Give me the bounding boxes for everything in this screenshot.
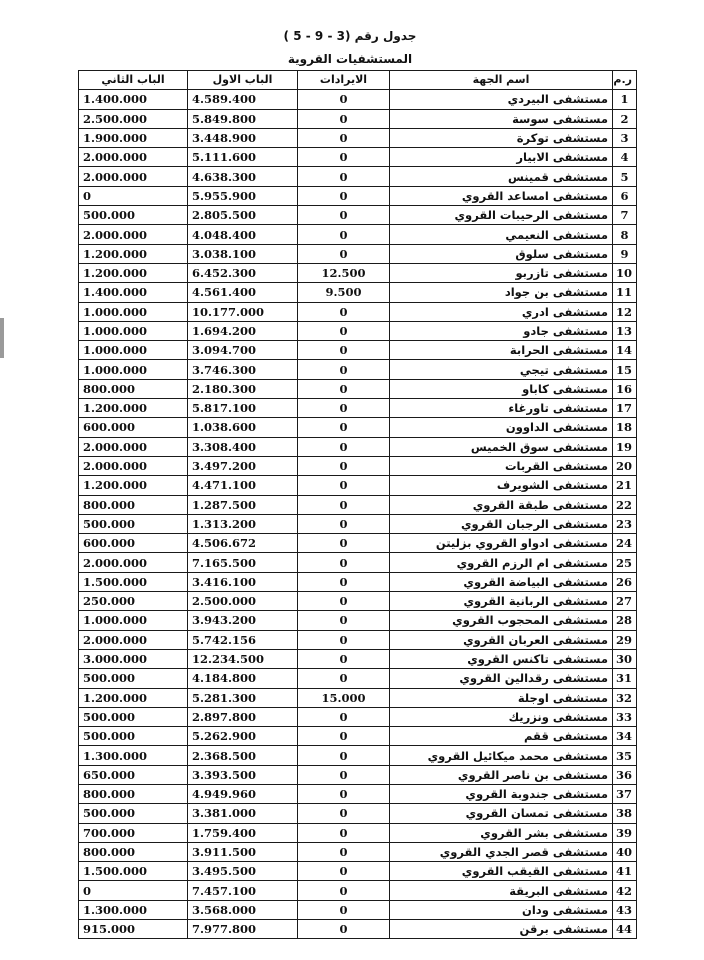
header-revenue: الايرادات: [298, 71, 390, 90]
chapter2-value: 500.000: [79, 727, 188, 746]
revenue-value: 0: [298, 302, 390, 321]
chapter2-value: 800.000: [79, 379, 188, 398]
row-number: 1: [613, 90, 637, 109]
chapter2-value: 800.000: [79, 784, 188, 803]
chapter1-value: 1.287.500: [188, 495, 298, 514]
chapter1-value: 5.742.156: [188, 630, 298, 649]
revenue-value: 0: [298, 707, 390, 726]
chapter2-value: 2.000.000: [79, 167, 188, 186]
table-row: [79, 148, 637, 167]
hospital-name: مستشفى ادري: [390, 302, 613, 321]
chapter1-value: 5.955.900: [188, 186, 298, 205]
row-number: 4: [613, 148, 637, 167]
chapter2-value: 2.000.000: [79, 148, 188, 167]
chapter1-value: 6.452.300: [188, 263, 298, 282]
chapter1-value: 2.180.300: [188, 379, 298, 398]
chapter1-value: 3.568.000: [188, 900, 298, 919]
table-row: [79, 707, 637, 726]
hospital-name: مستشفى بشر القروي: [390, 823, 613, 842]
chapter2-value: 0: [79, 186, 188, 205]
chapter2-value: 1.500.000: [79, 572, 188, 591]
chapter1-value: 3.746.300: [188, 360, 298, 379]
chapter1-value: 7.977.800: [188, 920, 298, 939]
chapter2-value: 1.500.000: [79, 862, 188, 881]
table-row: [79, 784, 637, 803]
hospital-name: مستشفى البيردي: [390, 90, 613, 109]
row-number: 12: [613, 302, 637, 321]
header-chapter1: الباب الاول: [188, 71, 298, 90]
header-name: اسم الجهة: [390, 71, 613, 90]
hospital-name: مستشفى قصر الجدي القروي: [390, 842, 613, 861]
revenue-value: 0: [298, 495, 390, 514]
hospital-name: مستشفى ودان: [390, 900, 613, 919]
revenue-value: 0: [298, 244, 390, 263]
row-number: 15: [613, 360, 637, 379]
table-row: [79, 263, 637, 282]
table-row: [79, 630, 637, 649]
table-row: [79, 283, 637, 302]
chapter1-value: 5.849.800: [188, 109, 298, 128]
row-number: 11: [613, 283, 637, 302]
row-number: 21: [613, 476, 637, 495]
hospital-name: مستشفى تمسان القروي: [390, 804, 613, 823]
table-row: [79, 572, 637, 591]
chapter1-value: 3.497.200: [188, 456, 298, 475]
revenue-value: 0: [298, 109, 390, 128]
revenue-value: 0: [298, 128, 390, 147]
revenue-value: 0: [298, 804, 390, 823]
row-number: 31: [613, 669, 637, 688]
hospital-name: مستشفى جادو: [390, 321, 613, 340]
hospitals-table: [78, 70, 637, 939]
chapter1-value: 3.911.500: [188, 842, 298, 861]
table-row: [79, 804, 637, 823]
revenue-value: 9.500: [298, 283, 390, 302]
table-row: [79, 167, 637, 186]
hospital-name: مستشفى اوجلة: [390, 688, 613, 707]
revenue-value: 0: [298, 881, 390, 900]
table-row: [79, 592, 637, 611]
hospital-name: مستشفى القيقب القروي: [390, 862, 613, 881]
chapter2-value: 1.300.000: [79, 746, 188, 765]
chapter1-value: 5.111.600: [188, 148, 298, 167]
revenue-value: 0: [298, 784, 390, 803]
section-title: المستشفيات القروية: [287, 52, 413, 66]
row-number: 6: [613, 186, 637, 205]
chapter2-value: 915.000: [79, 920, 188, 939]
scan-edge-mark: [0, 318, 4, 358]
hospital-name: مستشفى الابيار: [390, 148, 613, 167]
chapter1-value: 3.308.400: [188, 437, 298, 456]
chapter2-value: 1.200.000: [79, 244, 188, 263]
revenue-value: 12.500: [298, 263, 390, 282]
chapter2-value: 1.000.000: [79, 611, 188, 630]
row-number: 16: [613, 379, 637, 398]
hospital-name: مستشفى برقن: [390, 920, 613, 939]
revenue-value: 0: [298, 186, 390, 205]
hospital-name: مستشفى الرجبان القروي: [390, 514, 613, 533]
table-row: [79, 553, 637, 572]
revenue-value: 0: [298, 765, 390, 784]
hospital-name: مستشفى النعيمي: [390, 225, 613, 244]
chapter1-value: 1.759.400: [188, 823, 298, 842]
table-row: [79, 437, 637, 456]
chapter1-value: 1.694.200: [188, 321, 298, 340]
table-row: [79, 688, 637, 707]
row-number: 22: [613, 495, 637, 514]
hospital-name: مستشفى امساعد القروي: [390, 186, 613, 205]
chapter2-value: 500.000: [79, 206, 188, 225]
row-number: 18: [613, 418, 637, 437]
table-row: [79, 862, 637, 881]
chapter1-value: 2.897.800: [188, 707, 298, 726]
revenue-value: 0: [298, 920, 390, 939]
table-row: [79, 128, 637, 147]
chapter2-value: 1.400.000: [79, 90, 188, 109]
hospital-name: مستشفى رقدالين القروي: [390, 669, 613, 688]
chapter2-value: 3.000.000: [79, 649, 188, 668]
row-number: 3: [613, 128, 637, 147]
chapter1-value: 2.500.000: [188, 592, 298, 611]
row-number: 20: [613, 456, 637, 475]
revenue-value: 0: [298, 379, 390, 398]
hospital-name: مستشفى سلوق: [390, 244, 613, 263]
revenue-value: 0: [298, 823, 390, 842]
row-number: 37: [613, 784, 637, 803]
row-number: 36: [613, 765, 637, 784]
chapter2-value: 1.000.000: [79, 360, 188, 379]
row-number: 41: [613, 862, 637, 881]
row-number: 34: [613, 727, 637, 746]
chapter1-value: 3.416.100: [188, 572, 298, 591]
hospital-name: مستشفى سوسة: [390, 109, 613, 128]
hospital-name: مستشفى بن ناصر القروي: [390, 765, 613, 784]
table-header-row: [79, 71, 637, 90]
revenue-value: 0: [298, 418, 390, 437]
revenue-value: 0: [298, 900, 390, 919]
table-row: [79, 476, 637, 495]
hospital-name: مستشفى ام الرزم القروي: [390, 553, 613, 572]
hospital-name: مستشفى ونزريك: [390, 707, 613, 726]
row-number: 32: [613, 688, 637, 707]
revenue-value: 0: [298, 553, 390, 572]
hospital-name: مستشفى جندوبة القروي: [390, 784, 613, 803]
revenue-value: 0: [298, 167, 390, 186]
chapter2-value: 1.000.000: [79, 302, 188, 321]
table-row: [79, 611, 637, 630]
chapter2-value: 2.000.000: [79, 225, 188, 244]
row-number: 28: [613, 611, 637, 630]
chapter1-value: 4.506.672: [188, 534, 298, 553]
table-row: [79, 206, 637, 225]
row-number: 2: [613, 109, 637, 128]
chapter1-value: 5.281.300: [188, 688, 298, 707]
hospital-name: مستشفى الرحيبات القروي: [390, 206, 613, 225]
table-row: [79, 379, 637, 398]
chapter1-value: 3.448.900: [188, 128, 298, 147]
chapter2-value: 2.000.000: [79, 437, 188, 456]
table-row: [79, 321, 637, 340]
chapter2-value: 2.000.000: [79, 553, 188, 572]
chapter2-value: 1.900.000: [79, 128, 188, 147]
chapter1-value: 4.589.400: [188, 90, 298, 109]
row-number: 33: [613, 707, 637, 726]
row-number: 43: [613, 900, 637, 919]
chapter1-value: 7.457.100: [188, 881, 298, 900]
header-num: ر.م: [613, 71, 637, 90]
chapter1-value: 2.805.500: [188, 206, 298, 225]
row-number: 23: [613, 514, 637, 533]
table-row: [79, 225, 637, 244]
chapter2-value: 0: [79, 881, 188, 900]
chapter2-value: 1.000.000: [79, 321, 188, 340]
row-number: 5: [613, 167, 637, 186]
row-number: 10: [613, 263, 637, 282]
chapter1-value: 3.495.500: [188, 862, 298, 881]
row-number: 35: [613, 746, 637, 765]
revenue-value: 15.000: [298, 688, 390, 707]
revenue-value: 0: [298, 630, 390, 649]
chapter2-value: 2.000.000: [79, 630, 188, 649]
chapter2-value: 500.000: [79, 804, 188, 823]
hospital-name: مستشفى طبقة القروي: [390, 495, 613, 514]
table-row: [79, 534, 637, 553]
revenue-value: 0: [298, 746, 390, 765]
row-number: 25: [613, 553, 637, 572]
chapter1-value: 3.381.000: [188, 804, 298, 823]
chapter1-value: 1.038.600: [188, 418, 298, 437]
hospital-name: مستشفى كاباو: [390, 379, 613, 398]
revenue-value: 0: [298, 611, 390, 630]
table-row: [79, 514, 637, 533]
chapter2-value: 500.000: [79, 669, 188, 688]
revenue-value: 0: [298, 669, 390, 688]
row-number: 17: [613, 399, 637, 418]
hospital-name: مستشفى الداوون: [390, 418, 613, 437]
chapter2-value: 800.000: [79, 842, 188, 861]
chapter2-value: 500.000: [79, 514, 188, 533]
table-row: [79, 746, 637, 765]
table-row: [79, 649, 637, 668]
revenue-value: 0: [298, 225, 390, 244]
table-row: [79, 900, 637, 919]
hospital-name: مستشفى الحرابة: [390, 341, 613, 360]
hospital-name: مستشفى الربانية القروي: [390, 592, 613, 611]
chapter2-value: 2.500.000: [79, 109, 188, 128]
table-row: [79, 302, 637, 321]
table-row: [79, 109, 637, 128]
chapter2-value: 1.200.000: [79, 688, 188, 707]
chapter1-value: 3.094.700: [188, 341, 298, 360]
row-number: 44: [613, 920, 637, 939]
row-number: 14: [613, 341, 637, 360]
chapter1-value: 10.177.000: [188, 302, 298, 321]
revenue-value: 0: [298, 148, 390, 167]
hospital-name: مستشفى الشويرف: [390, 476, 613, 495]
hospital-name: مستشفى القربات: [390, 456, 613, 475]
chapter1-value: 12.234.500: [188, 649, 298, 668]
table-row: [79, 244, 637, 263]
hospital-name: مستشفى ققم: [390, 727, 613, 746]
hospital-name: مستشفى العربان القروي: [390, 630, 613, 649]
table-row: [79, 90, 637, 109]
row-number: 38: [613, 804, 637, 823]
chapter1-value: 4.184.800: [188, 669, 298, 688]
chapter2-value: 1.200.000: [79, 476, 188, 495]
row-number: 40: [613, 842, 637, 861]
hospital-name: مستشفى سوق الخميس: [390, 437, 613, 456]
hospital-name: مستشفى بن جواد: [390, 283, 613, 302]
chapter2-value: 1.400.000: [79, 283, 188, 302]
table-row: [79, 495, 637, 514]
hospital-name: مستشفى تازربو: [390, 263, 613, 282]
table-row: [79, 186, 637, 205]
chapter1-value: 5.262.900: [188, 727, 298, 746]
table-row: [79, 881, 637, 900]
table-row: [79, 399, 637, 418]
hospital-name: مستشفى البريقة: [390, 881, 613, 900]
table-row: [79, 669, 637, 688]
chapter1-value: 1.313.200: [188, 514, 298, 533]
row-number: 30: [613, 649, 637, 668]
revenue-value: 0: [298, 360, 390, 379]
chapter1-value: 2.368.500: [188, 746, 298, 765]
hospital-name: مستشفى محمد ميكائيل القروي: [390, 746, 613, 765]
chapter2-value: 600.000: [79, 534, 188, 553]
revenue-value: 0: [298, 476, 390, 495]
chapter1-value: 4.638.300: [188, 167, 298, 186]
revenue-value: 0: [298, 727, 390, 746]
hospital-name: مستشفى تاورغاء: [390, 399, 613, 418]
table-row: [79, 765, 637, 784]
revenue-value: 0: [298, 399, 390, 418]
row-number: 9: [613, 244, 637, 263]
chapter1-value: 3.943.200: [188, 611, 298, 630]
chapter2-value: 500.000: [79, 707, 188, 726]
row-number: 24: [613, 534, 637, 553]
revenue-value: 0: [298, 437, 390, 456]
chapter2-value: 250.000: [79, 592, 188, 611]
chapter2-value: 1.200.000: [79, 399, 188, 418]
hospital-name: مستشفى البياضة القروي: [390, 572, 613, 591]
row-number: 27: [613, 592, 637, 611]
row-number: 13: [613, 321, 637, 340]
chapter1-value: 4.949.960: [188, 784, 298, 803]
table-row: [79, 456, 637, 475]
table-row: [79, 360, 637, 379]
revenue-value: 0: [298, 592, 390, 611]
row-number: 39: [613, 823, 637, 842]
header-chapter2: الباب الثاني: [79, 71, 188, 90]
chapter2-value: 700.000: [79, 823, 188, 842]
table-row: [79, 341, 637, 360]
revenue-value: 0: [298, 341, 390, 360]
table-row: [79, 418, 637, 437]
hospital-name: مستشفى ادواو القروي بزليتن: [390, 534, 613, 553]
chapter2-value: 600.000: [79, 418, 188, 437]
hospital-name: مستشفى توكرة: [390, 128, 613, 147]
chapter1-value: 4.048.400: [188, 225, 298, 244]
row-number: 19: [613, 437, 637, 456]
row-number: 42: [613, 881, 637, 900]
revenue-value: 0: [298, 206, 390, 225]
table-row: [79, 823, 637, 842]
hospital-name: مستشفى المحجوب القروي: [390, 611, 613, 630]
row-number: 26: [613, 572, 637, 591]
chapter1-value: 3.393.500: [188, 765, 298, 784]
row-number: 8: [613, 225, 637, 244]
chapter2-value: 1.200.000: [79, 263, 188, 282]
chapter2-value: 1.000.000: [79, 341, 188, 360]
revenue-value: 0: [298, 534, 390, 553]
chapter1-value: 5.817.100: [188, 399, 298, 418]
row-number: 29: [613, 630, 637, 649]
revenue-value: 0: [298, 90, 390, 109]
table-row: [79, 842, 637, 861]
revenue-value: 0: [298, 514, 390, 533]
revenue-value: 0: [298, 572, 390, 591]
revenue-value: 0: [298, 649, 390, 668]
chapter1-value: 4.561.400: [188, 283, 298, 302]
chapter2-value: 1.300.000: [79, 900, 188, 919]
chapter1-value: 3.038.100: [188, 244, 298, 263]
revenue-value: 0: [298, 321, 390, 340]
chapter2-value: 2.000.000: [79, 456, 188, 475]
table-row: [79, 727, 637, 746]
revenue-value: 0: [298, 842, 390, 861]
hospital-name: مستشفى قمينس: [390, 167, 613, 186]
chapter1-value: 4.471.100: [188, 476, 298, 495]
hospital-name: مستشفى تيجي: [390, 360, 613, 379]
chapter1-value: 7.165.500: [188, 553, 298, 572]
hospital-name: مستشفى تاكنس القروي: [390, 649, 613, 668]
revenue-value: 0: [298, 456, 390, 475]
table-caption: جدول رقم (3 - 9 - 5 ): [283, 29, 417, 43]
chapter2-value: 650.000: [79, 765, 188, 784]
row-number: 7: [613, 206, 637, 225]
revenue-value: 0: [298, 862, 390, 881]
chapter2-value: 800.000: [79, 495, 188, 514]
table-row: [79, 920, 637, 939]
